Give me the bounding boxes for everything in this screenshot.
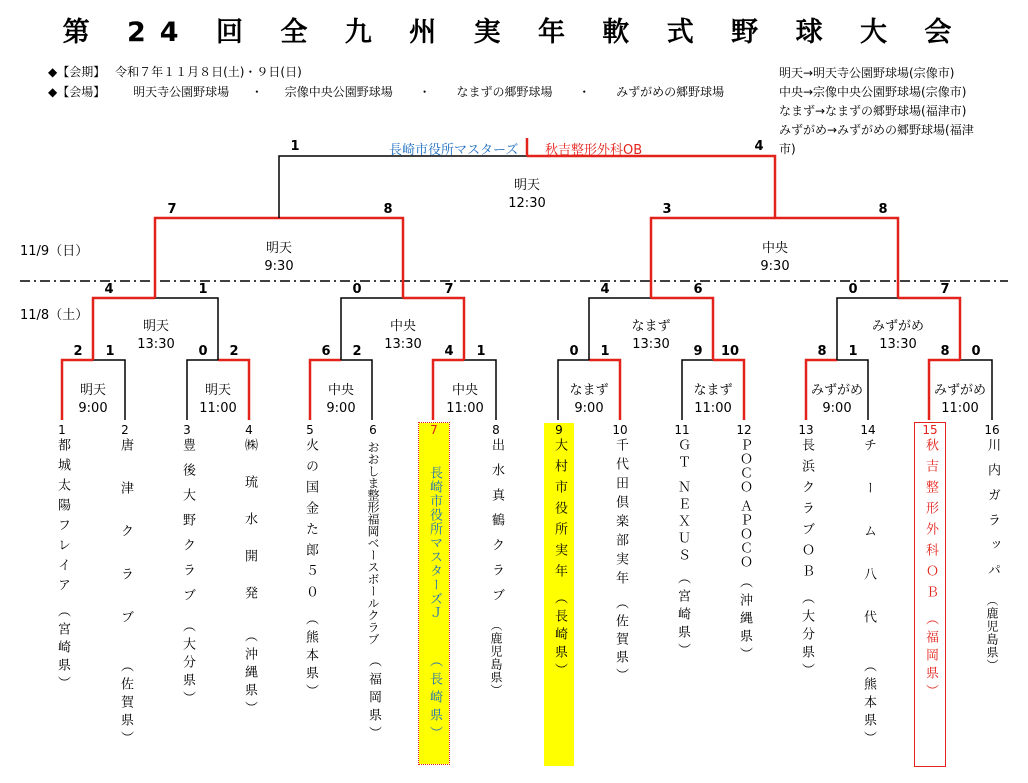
team-name: チーム八代	[861, 438, 876, 653]
team-number: 2	[121, 423, 129, 437]
team-number: 15	[922, 423, 938, 437]
match-time: 9:00	[822, 401, 852, 416]
match-time: 9:00	[78, 401, 108, 416]
score: 2	[229, 344, 239, 359]
score: 1	[198, 282, 208, 297]
team-entry	[979, 423, 1005, 672]
team-number: 5	[306, 423, 314, 437]
match-time: 11:00	[199, 401, 237, 416]
match-venue	[482, 177, 572, 213]
team-name: 大村市役所実年	[552, 438, 567, 585]
team-prefecture: （宮崎県）	[675, 571, 690, 662]
team-name: 長浜クラブＯＢ	[799, 438, 814, 585]
team-name: ㈱琉水開発	[242, 438, 257, 623]
team-number: 11	[674, 423, 690, 437]
team-name: おおしま整形福岡ベースボールクラブ	[366, 441, 380, 645]
score: 7	[940, 282, 950, 297]
score: 9	[693, 344, 703, 359]
match-venue	[111, 318, 201, 354]
team-prefecture: （長崎県）	[427, 654, 442, 744]
match-venue	[915, 382, 1005, 418]
team-name: 出水真鶴クラブ	[489, 438, 504, 613]
score: 8	[383, 202, 393, 217]
score: 1	[476, 344, 486, 359]
match-time: 9:00	[326, 401, 356, 416]
score: 2	[73, 344, 83, 359]
team-entry	[731, 423, 757, 665]
team-name: 火の国金た郎５０	[303, 438, 318, 606]
match-venue	[668, 382, 758, 418]
team-number: 12	[736, 423, 752, 437]
team-number: 10	[612, 423, 628, 437]
team-name: 秋吉整形外科ＯＢ	[923, 438, 938, 606]
date-day2: 11/9（日）	[20, 244, 89, 259]
match-time: 13:30	[384, 337, 422, 352]
team-entry	[49, 423, 75, 694]
match-time: 9:30	[760, 259, 790, 274]
team-name: 長崎市役所マスターズＪ	[427, 466, 442, 620]
match-venue	[792, 382, 882, 418]
legend-line: みずがめ→みずがめの郷野球場(福津市)	[779, 123, 974, 156]
venue-name: 中央	[389, 319, 416, 334]
match-time: 13:30	[137, 337, 175, 352]
legend-line: 中央→宗像中央公園野球場(宗像市)	[779, 85, 967, 99]
match-venue	[730, 240, 820, 276]
final-left-team: 長崎市役所マスターズ	[389, 143, 519, 158]
match-time: 9:30	[264, 259, 294, 274]
match-venue	[48, 382, 138, 418]
match-time: 11:00	[446, 401, 484, 416]
team-number: 4	[245, 423, 253, 437]
team-name: ＧＴ ＮＥＸＵＳ	[675, 438, 690, 566]
score: 8	[940, 344, 950, 359]
score: 6	[321, 344, 331, 359]
match-venue	[234, 240, 324, 276]
period-value: 令和７年１１月８日(土)・９日(日)	[115, 65, 302, 79]
match-time: 11:00	[694, 401, 732, 416]
venue-sep: ・	[250, 85, 263, 99]
score: 8	[878, 202, 888, 217]
score: 1	[600, 344, 610, 359]
team-entry	[607, 423, 633, 686]
team-prefecture: （佐賀県）	[118, 659, 133, 749]
team-prefecture: （沖縄県）	[737, 575, 752, 666]
team-prefecture: （福岡県）	[923, 612, 938, 702]
venue-name: なまず	[631, 319, 671, 334]
match-venue	[606, 318, 696, 354]
match-time: 9:00	[574, 401, 604, 416]
team-name: 千代田倶楽部実年	[613, 438, 628, 590]
team-entry	[351, 423, 395, 744]
team-prefecture: （福岡県）	[366, 654, 381, 744]
match-venue	[296, 382, 386, 418]
team-prefecture: （長崎県）	[552, 591, 567, 681]
venue-name: みずがめ	[871, 319, 924, 334]
match-time: 13:30	[632, 337, 670, 352]
score: 7	[444, 282, 454, 297]
match-time: 13:30	[879, 337, 917, 352]
venue-name: みずがめ	[810, 383, 863, 398]
team-name: 唐津クラブ	[118, 438, 133, 653]
venue-item: なまずの郷野球場	[456, 85, 553, 99]
score: 4	[444, 344, 454, 359]
page-title: 第 24 回 全 九 州 実 年 軟 式 野 球 大 会	[62, 17, 966, 48]
team-prefecture: （鹿児島県）	[489, 619, 503, 697]
team-entry	[669, 423, 695, 661]
score: 2	[352, 344, 362, 359]
team-number: 8	[492, 423, 500, 437]
score: 0	[971, 344, 981, 359]
score: 6	[693, 282, 703, 297]
venue-item: みずがめの郷野球場	[616, 85, 725, 99]
score: 1	[848, 344, 858, 359]
match-venue	[853, 318, 943, 354]
score: 0	[569, 344, 579, 359]
venue-sep: ・	[418, 85, 431, 99]
date-day1: 11/8（土）	[20, 308, 89, 323]
venue-sep: ・	[578, 85, 591, 99]
score: 8	[817, 344, 827, 359]
venue-item: 宗像中央公園野球場	[284, 85, 393, 99]
team-prefecture: （鹿児島県）	[985, 594, 999, 672]
score: 1	[290, 139, 300, 154]
venue-name: 明天	[142, 319, 169, 334]
venue-name: みずがめ	[933, 383, 986, 398]
team-prefecture: （熊本県）	[861, 659, 876, 749]
team-name: 豊後大野クラブ	[180, 438, 195, 613]
team-number: 3	[183, 423, 191, 437]
score: 4	[754, 139, 764, 154]
team-prefecture: （大分県）	[180, 619, 195, 709]
match-venue	[544, 382, 634, 418]
team-entry	[112, 423, 138, 749]
match-venue	[420, 382, 510, 418]
match-venue	[173, 382, 263, 418]
score: 0	[352, 282, 362, 297]
team-name: 都城太陽フレイア	[55, 438, 70, 598]
venue-name: 明天	[265, 241, 292, 256]
period-label: ◆【会期】	[48, 65, 106, 79]
team-prefecture: （熊本県）	[303, 612, 318, 702]
venue-name: 明天	[513, 178, 540, 193]
score: 4	[600, 282, 610, 297]
team-entry-highlighted	[419, 423, 449, 764]
venue-name: なまず	[569, 383, 609, 398]
legend-line: 明天→明天寺公園野球場(宗像市)	[779, 66, 955, 80]
venue-name: なまず	[693, 383, 733, 398]
team-name: ＰＯＣＯ ＡＰＯＣＯ	[737, 438, 752, 570]
final-right-team: 秋吉整形外科OB	[545, 143, 643, 158]
venue-name: 中央	[327, 383, 354, 398]
team-entry	[297, 423, 323, 702]
venue-name: 中央	[451, 383, 478, 398]
match-time: 12:30	[508, 196, 546, 211]
team-entry-highlighted	[544, 423, 574, 766]
team-prefecture: （宮崎県）	[55, 604, 70, 694]
score: 0	[198, 344, 208, 359]
score: 0	[848, 282, 858, 297]
venue-item: 明天寺公園野球場	[133, 85, 230, 99]
score: 1	[105, 344, 115, 359]
team-name: 川内ガラッパ	[985, 438, 1000, 588]
venue-label: ◆【会場】	[48, 85, 106, 99]
score: 4	[104, 282, 114, 297]
match-time: 11:00	[941, 401, 979, 416]
team-prefecture: （沖縄県）	[242, 629, 257, 719]
venue-name: 明天	[204, 383, 231, 398]
team-prefecture: （佐賀県）	[613, 596, 628, 686]
team-entry	[793, 423, 819, 681]
legend-line: なまず→なまずの郷野球場(福津市)	[779, 104, 967, 118]
score: 7	[167, 202, 177, 217]
team-number: 9	[555, 423, 563, 437]
score: 3	[662, 202, 672, 217]
score: 10	[720, 344, 740, 359]
team-number: 14	[860, 423, 876, 437]
team-entry	[855, 423, 881, 749]
team-entry-highlighted	[915, 423, 945, 766]
team-number: 6	[369, 423, 377, 437]
team-entry	[483, 423, 509, 697]
team-number: 1	[58, 423, 66, 437]
team-entry	[174, 423, 200, 709]
team-entry	[236, 423, 262, 719]
venue-name: 中央	[761, 241, 788, 256]
match-venue	[358, 318, 448, 354]
venue-name: 明天	[79, 383, 106, 398]
team-number: 16	[984, 423, 1000, 437]
team-prefecture: （大分県）	[799, 591, 814, 681]
team-number: 7	[430, 423, 438, 437]
team-number: 13	[798, 423, 814, 437]
